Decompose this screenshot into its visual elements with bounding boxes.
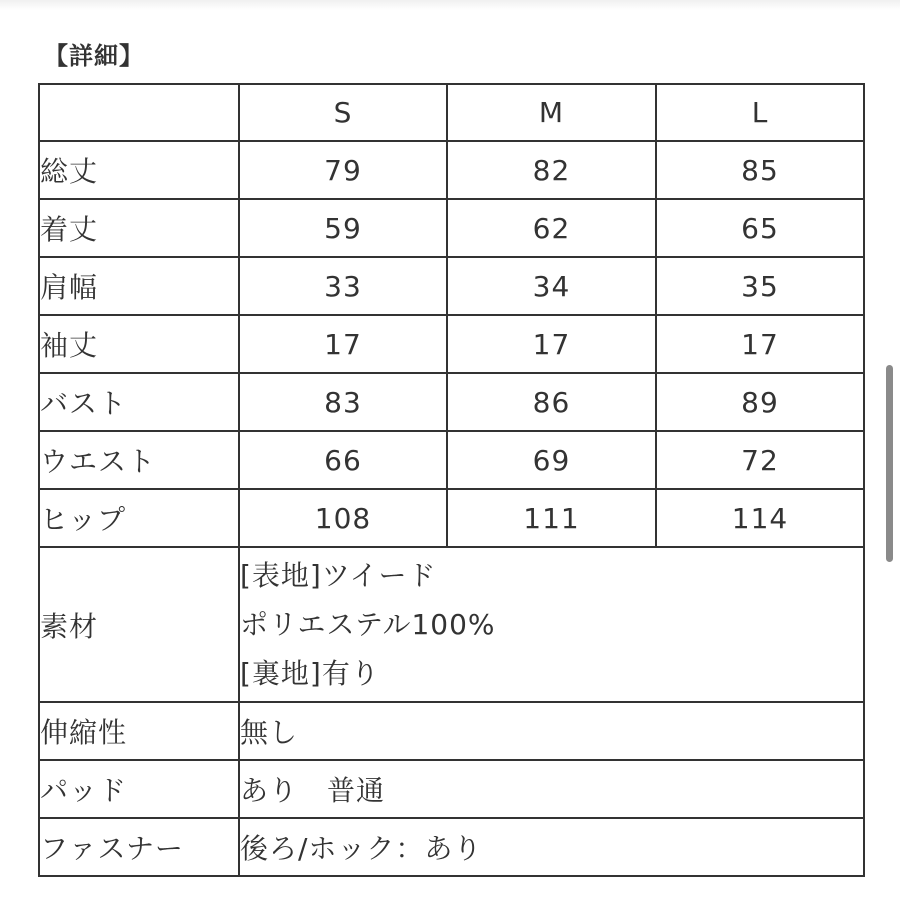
table-row xyxy=(39,489,864,547)
table-row xyxy=(39,199,864,257)
cell-value: 17 xyxy=(239,315,447,373)
material-label: 素材 xyxy=(39,547,239,702)
stretch-row xyxy=(39,702,864,760)
material-value xyxy=(239,547,864,702)
cell-value: 82 xyxy=(447,141,656,199)
cell-value: 65 xyxy=(656,199,864,257)
cell-value: 69 xyxy=(447,431,656,489)
stretch-value: 無し xyxy=(239,702,864,760)
table-row xyxy=(39,141,864,199)
cell-value: 17 xyxy=(656,315,864,373)
vertical-scrollbar[interactable] xyxy=(886,365,893,562)
material-line: ポリエステル100% xyxy=(240,608,496,641)
cell-value: 66 xyxy=(239,431,447,489)
pad-value: あり 普通 xyxy=(239,760,864,818)
fastener-value: 後ろ/ホック：あり xyxy=(239,818,864,876)
cell-value: 79 xyxy=(239,141,447,199)
cell-value: 86 xyxy=(447,373,656,431)
top-divider xyxy=(0,0,900,10)
fastener-label: ファスナー xyxy=(39,818,239,876)
cell-value: 111 xyxy=(447,489,656,547)
cell-value: 83 xyxy=(239,373,447,431)
header-empty-cell xyxy=(39,84,239,141)
row-label: 着丈 xyxy=(39,199,239,257)
material-row xyxy=(39,547,864,702)
row-label: ヒップ xyxy=(39,489,239,547)
material-line: [表地]ツイード xyxy=(240,559,437,592)
fastener-row xyxy=(39,818,864,876)
row-label: 肩幅 xyxy=(39,257,239,315)
column-header-l: L xyxy=(656,84,864,141)
cell-value: 33 xyxy=(239,257,447,315)
cell-value: 34 xyxy=(447,257,656,315)
row-label: バスト xyxy=(39,373,239,431)
cell-value: 35 xyxy=(656,257,864,315)
stretch-label: 伸縮性 xyxy=(39,702,239,760)
table-row xyxy=(39,315,864,373)
section-title: 【詳細】 xyxy=(44,42,144,70)
cell-value: 72 xyxy=(656,431,864,489)
column-header-s: S xyxy=(239,84,447,141)
cell-value: 85 xyxy=(656,141,864,199)
cell-value: 62 xyxy=(447,199,656,257)
column-header-m: M xyxy=(447,84,656,141)
size-table xyxy=(38,83,865,877)
header-row xyxy=(39,84,864,141)
pad-row xyxy=(39,760,864,818)
table-row xyxy=(39,257,864,315)
table-row xyxy=(39,373,864,431)
cell-value: 114 xyxy=(656,489,864,547)
material-line: [裏地]有り xyxy=(240,657,380,690)
row-label: ウエスト xyxy=(39,431,239,489)
cell-value: 89 xyxy=(656,373,864,431)
row-label: 総丈 xyxy=(39,141,239,199)
cell-value: 108 xyxy=(239,489,447,547)
table-row xyxy=(39,431,864,489)
cell-value: 59 xyxy=(239,199,447,257)
pad-label: パッド xyxy=(39,760,239,818)
row-label: 袖丈 xyxy=(39,315,239,373)
cell-value: 17 xyxy=(447,315,656,373)
